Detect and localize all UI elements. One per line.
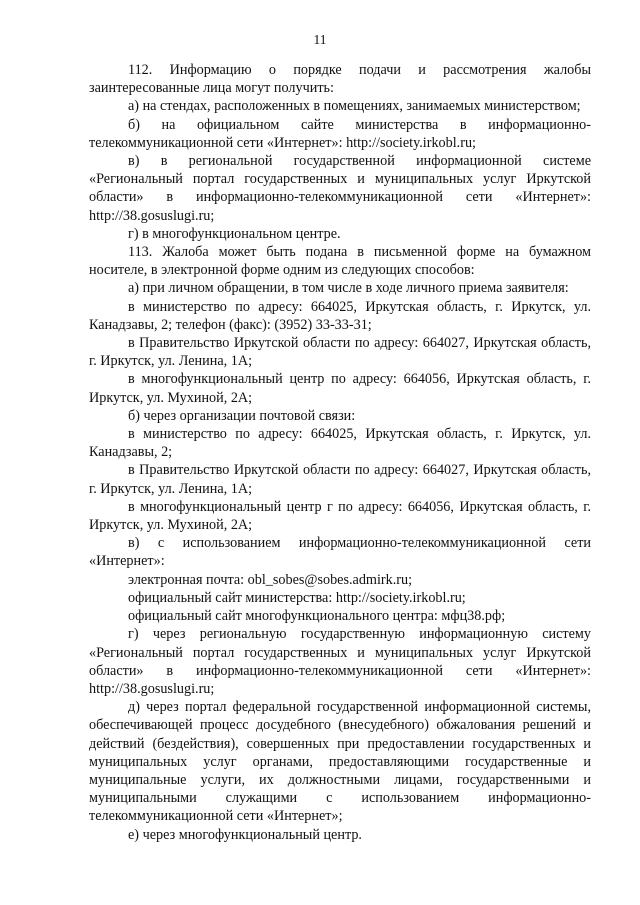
list-item-112-g: г) в многофункциональном центре. [128, 225, 341, 242]
list-item-113-a: а) при личном обращении, в том числе в ходе личного приема заявителя: [128, 280, 569, 297]
address-ministry-in-person: в министерство по адресу: 664025, Иркутская область, г. Иркутск, ул. Канадзавы, 2; телефон (факс): (3952) 33-33-31; [89, 298, 591, 333]
email-line: электронная почта: obl_sobes@sobes.admirk.ru; [128, 571, 413, 588]
mfc-site-line: официальный сайт многофункционального центра: мфц38.рф; [128, 608, 506, 625]
list-item-113-b: б) через организации почтовой связи: [128, 407, 356, 424]
list-item-112-v: в) в региональной государственной информационной системе «Региональный портал государственных и муниципальных услуг Иркутской области» в информационно-телекоммуникационной сети «Интернет»: http://38.gosuslugi.ru; [89, 153, 591, 224]
paragraph-112: 112. Информацию о порядке подачи и рассмотрения жалобы заинтересованные лица могут получить: [89, 62, 591, 97]
paragraph-113: 113. Жалоба может быть подана в письменной форме на бумажном носителе, в электронной форме одним из следующих способов: [89, 244, 591, 279]
list-item-113-e: е) через многофункциональный центр. [128, 826, 362, 843]
list-item-113-g: г) через региональную государственную информационную систему «Региональный портал государственных и муниципальных услуг Иркутской области» в информационно-телекоммуникационной сети «Интернет»: http://38.gosuslugi.ru; [89, 626, 591, 697]
address-government-in-person: в Правительство Иркутской области по адресу: 664027, Иркутская область, г. Иркутск, ул. Ленина, 1А; [89, 335, 591, 370]
list-item-112-b: б) на официальном сайте министерства в информационно-телекоммуникационной сети «Интернет»: http://society.irkobl.ru; [89, 116, 591, 151]
list-item-112-a: а) на стендах, расположенных в помещениях, занимаемых министерством; [128, 98, 581, 115]
page-number: 11 [313, 32, 327, 47]
list-item-113-d: д) через портал федеральной государственной информационной системы, обеспечивающей процесс досудебного (внесудебного) обжалования решений и действий (бездействия), совершенных при предоставлении государственных и муниципальных услуг органами, предоставляющими государственные и муниципальные услуги, их должностными лицами, государственными и муниципальными служащими с использованием информационно-телекоммуникационной сети «Интернет»; [89, 699, 591, 825]
address-ministry-post: в министерство по адресу: 664025, Иркутская область, г. Иркутск, ул. Канадзавы, 2; [89, 426, 591, 461]
ministry-site-line: официальный сайт министерства: http://society.irkobl.ru; [128, 589, 466, 606]
address-government-post: в Правительство Иркутской области по адресу: 664027, Иркутская область, г. Иркутск, ул. Ленина, 1А; [89, 462, 591, 497]
document-body [89, 61, 591, 844]
address-mfc-post: в многофункциональный центр г по адресу: 664056, Иркутская область, г. Иркутск, ул. Мухиной, 2А; [89, 498, 591, 534]
address-mfc-in-person: в многофункциональный центр по адресу: 664056, Иркутская область, г. Иркутск, ул. Мухиной, 2А; [89, 371, 591, 406]
list-item-113-v: в) с использованием информационно-телекоммуникационной сети «Интернет»: [89, 535, 591, 570]
